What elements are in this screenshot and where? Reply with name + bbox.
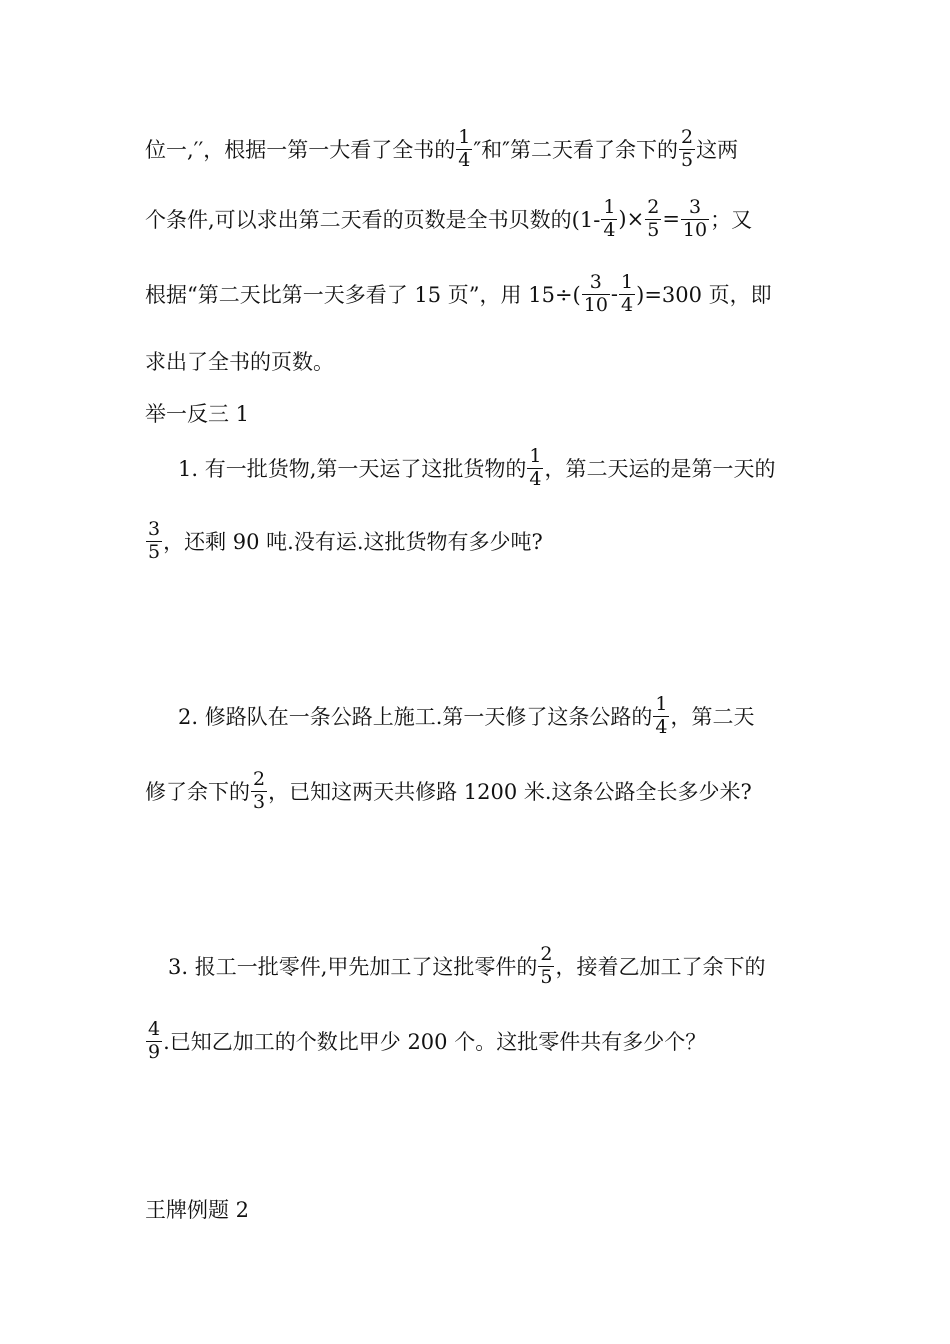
fraction: $\frac{2}{3}$ [253, 768, 266, 813]
text-segment: 2. 修路队在一条公路上施工.第一天修了这条公路的 [178, 705, 653, 730]
text-segment: )=300 页，即 [636, 283, 772, 308]
text-segment: 修了余下的 [145, 780, 250, 805]
text-segment: ；又 [710, 208, 753, 233]
text-segment: ，第二天运的是第一天的 [544, 457, 776, 482]
text-segment: - [610, 282, 619, 307]
explanation-line-3 [145, 273, 810, 316]
fraction: $\frac{1}{4}$ [603, 196, 616, 241]
text-segment: .已知乙加工的个数比甲少 200 个。这批零件共有多少个？ [163, 1030, 707, 1055]
text-segment: 求出了全书的页数。 [145, 350, 334, 374]
fraction: $\frac{1}{4}$ [529, 445, 542, 490]
text-segment: 1. 有一批货物,第一天运了这批货物的 [178, 457, 527, 482]
fraction: $\frac{1}{4}$ [655, 693, 668, 738]
fraction: $\frac{3}{10}$ [682, 196, 708, 241]
text-segment: ，第二天 [670, 705, 755, 730]
question-2-line-1 [178, 695, 810, 738]
fraction: $\frac{2}{5}$ [540, 943, 553, 988]
question-2-line-2 [145, 770, 810, 813]
fraction: $\frac{3}{5}$ [148, 518, 161, 563]
text-segment: 个条件,可以求出第二天看的页数是全书贝数的(1- [145, 208, 601, 233]
text-segment: ，接着乙加工了余下的 [555, 955, 766, 980]
section-title-example-2: 王牌例题 2 [145, 1198, 250, 1222]
fraction: $\frac{2}{5}$ [647, 196, 660, 241]
explanation-line-2 [145, 198, 810, 241]
fraction: $\frac{1}{4}$ [458, 126, 471, 171]
question-1-line-2 [145, 520, 810, 563]
fraction: $\frac{2}{5}$ [681, 126, 694, 171]
text-segment: 根据“第二天比第一天多看了 15 页”，用 15÷( [145, 283, 581, 308]
explanation-line-1 [145, 128, 810, 171]
question-1-line-1 [178, 447, 810, 490]
text-segment: ，已知这两天共修路 1200 米.这条公路全长多少米? [268, 780, 752, 805]
explanation-line-4 [145, 346, 810, 376]
section-title-practice-1: 举一反三 1 [145, 402, 250, 426]
question-3-line-1 [168, 945, 810, 988]
fraction: $\frac{1}{4}$ [621, 271, 634, 316]
text-segment: )× [618, 207, 645, 232]
question-3-line-2 [145, 1020, 810, 1063]
fraction: $\frac{4}{9}$ [148, 1018, 161, 1063]
text-segment: ，还剩 90 吨.没有运.这批货物有多少吨? [163, 530, 543, 555]
fraction: $\frac{3}{10}$ [583, 271, 608, 316]
text-segment: 3. 报工一批零件,甲先加工了这批零件的 [168, 955, 538, 980]
text-segment: 这两 [696, 138, 739, 163]
text-segment: ″和″第二天看了余下的 [473, 138, 679, 163]
text-segment: = [662, 207, 680, 232]
text-segment: 位一,′′，根据一第一大看了全书的 [145, 138, 456, 163]
